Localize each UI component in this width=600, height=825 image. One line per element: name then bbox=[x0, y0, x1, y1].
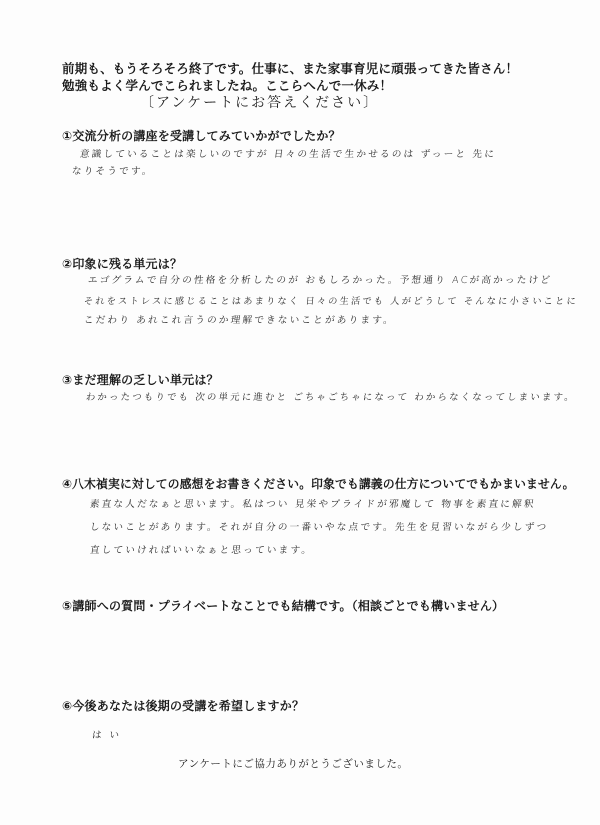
intro-line: 前期も、もうそろそろ終了です。仕事に、また家事育児に頑張ってきた皆さん！ bbox=[62, 61, 519, 76]
answer-2-line: こだわり あれこれ言うのか理解できないことがあります。 bbox=[83, 315, 396, 326]
question-3: ③まだ理解の乏しい単元は？ bbox=[62, 373, 219, 387]
intro-text bbox=[62, 60, 522, 94]
intro-line: 勉強もよく学んでこられましたね。ここらへんで一休み！ bbox=[62, 78, 393, 93]
answer-4-line: 素直な人だなぁと思います。私はつい 見栄やプライドが邪魔して 物事を素直に解釈 bbox=[89, 499, 537, 510]
question-5: ⑤講師への質問・プライベートなことでも結構です。（相談ごとでも構いません） bbox=[62, 599, 505, 613]
answer-1-line: なりそうです。 bbox=[71, 166, 155, 177]
answer-2-line: それをストレスに感じることはあまりなく 日々の生活でも 人がどうして そんなに小さいことに bbox=[83, 296, 579, 307]
question-6: ⑥今後あなたは後期の受講を希望しますか？ bbox=[62, 699, 305, 713]
answer-4-line: 直していければいいなぁと思っています。 bbox=[89, 545, 314, 556]
answer-4-line: しないことがあります。それが自分の一番いやな点です。先生を見習いながら少しずつ bbox=[89, 522, 549, 533]
answer-2-line: エゴグラムで自分の性格を分析したのが おもしろかった。予想通り ACが高かったけど bbox=[87, 275, 553, 286]
answer-1-line: 意識していることは楽しいのですが 日々の生活で生かせるのは ずっーと 先に bbox=[79, 149, 497, 160]
survey-heading: 〔アンケートにお答えください〕 bbox=[140, 95, 380, 111]
question-4: ④八木禎実に対しての感想をお書きください。印象でも講義の仕方についてでもかまいません。 bbox=[62, 477, 575, 491]
answer-3-line: わかったつもりでも 次の単元に進むと ごちゃごちゃになって わからなくなってしまいます。 bbox=[85, 392, 577, 403]
question-2: ②印象に残る単元は？ bbox=[62, 257, 183, 271]
answer-6-line: はい bbox=[91, 730, 128, 741]
closing-message: アンケートにご協力ありがとうございました。 bbox=[178, 758, 409, 770]
question-1: ①交流分析の講座を受講してみていかがでしたか？ bbox=[62, 129, 341, 143]
